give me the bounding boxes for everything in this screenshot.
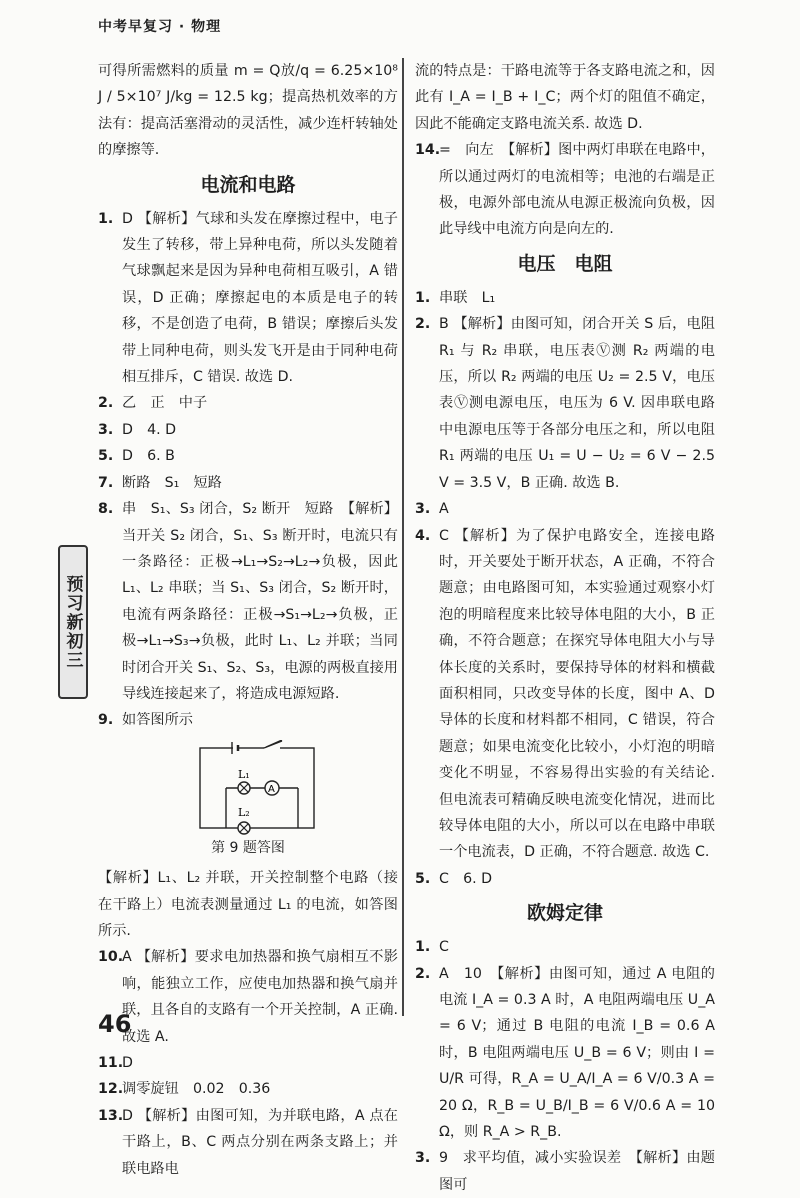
page-header: 中考早复习 · 物理 — [98, 19, 222, 35]
answer-item — [98, 1076, 398, 1102]
answer-number: 8. — [98, 501, 114, 518]
answer-item — [415, 523, 715, 866]
answer-item — [415, 285, 715, 311]
answer-text: 调零旋钮 0.02 0.36 — [122, 1081, 271, 1098]
answer-number: 14. — [415, 142, 441, 159]
intro-paragraph: 可得所需燃料的质量 m = Q放/q = 6.25×10⁸ J / 5×10⁷ J/kg = 12.5 kg；提高热机效率的方法有：提高活塞滑动的灵活性，减少连杆转轴处的摩擦等. — [98, 63, 398, 159]
answer-number: 1. — [415, 289, 431, 306]
answer-text: B 【解析】由图可知，闭合开关 S 后，电阻 R₁ 与 R₂ 串联，电压表Ⓥ测 R₂ 两端的电压，所以 R₂ 两端的电压 U₂ = 2.5 V，电压表Ⓥ测电源电压，电压为 6 V. 因串联电路中电源电压等于各部分电压之和，所以电阻 R₁ 两端的电压 U₁ = U − U₂ = 6 V − 2.5 V = 3.5 V，B 正确. 故选 B. — [439, 316, 715, 491]
answer-text: A 【解析】要求电加热器和换气扇相互不影响，能独立工作，应使电加热器和换气扇并联，且各自的支路有一个开关控制，A 正确. 故选 A. — [122, 949, 398, 1045]
answer-item — [415, 934, 715, 960]
answer-number: 3. — [98, 421, 114, 438]
answer-list-current-3 — [415, 137, 715, 243]
answer-item — [98, 944, 398, 1050]
answer-number: 2. — [98, 395, 114, 412]
continuation-paragraph: 流的特点是：干路电流等于各支路电流之和，因此有 I_A = I_B + I_C；两个灯的阻值不确定，因此不能确定支路电流关系. 故选 D. — [415, 63, 715, 132]
answer-item — [415, 961, 715, 1146]
page-number: 46 — [98, 1010, 132, 1038]
answer-item — [98, 417, 398, 443]
answer-list-voltage — [415, 285, 715, 892]
answer-text: 串联 L₁ — [439, 289, 496, 306]
section-title-ohm: 欧姆定律 — [526, 902, 603, 925]
answer-item — [98, 707, 398, 733]
figure-note: 【解析】L₁、L₂ 并联，开关控制整个电路（接在干路上）电流表测量通过 L₁ 的电流，如答图所示. — [98, 870, 398, 939]
section-title-current: 电流和电路 — [200, 173, 296, 196]
answer-number: 4. — [415, 527, 431, 544]
answer-number: 13. — [98, 1107, 124, 1124]
answer-item — [415, 496, 715, 522]
answer-item — [98, 1103, 398, 1182]
answer-item — [98, 390, 398, 416]
ammeter-label: A — [268, 783, 275, 795]
answer-text: C — [439, 939, 449, 956]
answer-number: 3. — [415, 501, 431, 518]
answer-text: 9 求平均值，减小实验误差 【解析】由题图可 — [439, 1150, 715, 1193]
answer-item — [415, 311, 715, 496]
answer-number: 1. — [415, 939, 431, 956]
side-tab: 预习新初三 — [58, 545, 88, 699]
answer-text: D 【解析】由图可知，为并联电路，A 点在干路上，B、C 两点分别在两条支路上；并联电路电 — [122, 1107, 398, 1177]
answer-item — [98, 443, 398, 469]
answer-number: 10. — [98, 949, 124, 966]
answer-number: 3. — [415, 1150, 431, 1167]
answer-number: 5. — [415, 870, 431, 887]
circuit-diagram — [192, 740, 322, 835]
answer-text: A — [439, 501, 449, 518]
answer-item — [98, 470, 398, 496]
answer-item — [98, 206, 398, 391]
answer-number: 7. — [98, 474, 114, 491]
left-column — [98, 58, 398, 1182]
answer-text: D — [122, 1055, 133, 1071]
answer-list-current-2 — [98, 944, 398, 1182]
answer-number: 5. — [98, 448, 114, 465]
answer-number: 12. — [98, 1081, 124, 1098]
answer-text: C 6. D — [439, 870, 493, 887]
answer-item — [98, 496, 398, 707]
answer-text: 串 S₁、S₃ 闭合，S₂ 断开 短路 【解析】当开关 S₂ 闭合，S₁、S₃ 断开时，电流只有一条路径：正极→L₁→S₂→L₂→负极，因此 L₁、L₂ 串联；当 S₁、S₃ 闭合，S₂ 断开时，电流有两条路径：正极→S₁→L₂→负极，正极→L₁→S₃→负极，此时 L₁、L₂ 并联；当同时闭合开关 S₁、S₂、S₃，电源的两极直接用导线连接起来了，将造成电源短路. — [122, 501, 398, 702]
answer-number: 9. — [98, 712, 114, 729]
lamp-l2-label: L₂ — [238, 805, 250, 819]
answer-number: 2. — [415, 316, 431, 333]
column-divider — [402, 58, 404, 1016]
answer-number: 11. — [98, 1055, 124, 1071]
section-title-voltage: 电压 电阻 — [517, 252, 613, 275]
answer-item — [415, 1145, 715, 1198]
answer-text: = 向左 【解析】图中两灯串联在电路中，所以通过两灯的电流相等；电池的右端是正极，电源外部电流从电源正极流向负极，因此导线中电流方向是向左的. — [439, 142, 715, 238]
answer-list-ohm — [415, 934, 715, 1198]
answer-item — [415, 866, 715, 892]
answer-number: 1. — [98, 210, 114, 227]
answer-text: 断路 S₁ 短路 — [122, 474, 222, 491]
figure-caption: 第 9 题答图 — [211, 839, 285, 856]
answer-text: D 【解析】气球和头发在摩擦过程中，电子发生了转移，带上异种电荷，所以头发随着气球飘起来是因为异种电荷相互吸引，A 错误，D 正确；摩擦起电的本质是电子的转移，不是创造了电荷，B 错误；摩擦后头发带上同种电荷，则头发飞开是由于同种电荷相互排斥，C 错误. 故选 D. — [122, 210, 398, 386]
answer-item — [415, 137, 715, 243]
answer-item — [98, 1050, 398, 1076]
answer-text: 乙 正 中子 — [122, 395, 208, 412]
answer-list-current-1 — [98, 206, 398, 734]
answer-number: 2. — [415, 965, 431, 982]
answer-text: 如答图所示 — [122, 712, 193, 729]
lamp-l1-label: L₁ — [238, 767, 250, 781]
right-column — [415, 58, 715, 1198]
answer-text: D 6. B — [122, 448, 175, 465]
answer-text: C 【解析】为了保护电路安全，连接电路时，开关要处于断开状态，A 正确，不符合题意；由电路图可知，本实验通过观察小灯泡的明暗程度来比较导体电阻的大小，B 正确，不符合题意；在探究导体电阻大小与导体长度的关系时，要保持导体的材料和横截面积相同，只改变导体的长度，图中 A、D 导体的长度和材料都不相同，C 错误，符合题意；如果电流变化比较小，小灯泡的明暗变化不明显，不容易得出实验的有关结论. 但电流表可精确反映电流变化情况，进而比较导体电阻的大小，所以可以在电路中串联一个电流表，D 正确，不符合题意. 故选 C. — [439, 527, 715, 861]
answer-text: D 4. D — [122, 421, 177, 438]
answer-text: A 10 【解析】由图可知，通过 A 电阻的电流 I_A = 0.3 A 时，A 电阻两端电压 U_A = 6 V；通过 B 电阻的电流 I_B = 0.6 A 时，B 电阻两端电压 U_B = 6 V；则由 I = U/R 可得，R_A = U_A/I_A = 6 V/0.3 A = 20 Ω，R_B = U_B/I_B = 6 V/0.6 A = 10 Ω，则 R_A > R_B. — [439, 965, 715, 1141]
